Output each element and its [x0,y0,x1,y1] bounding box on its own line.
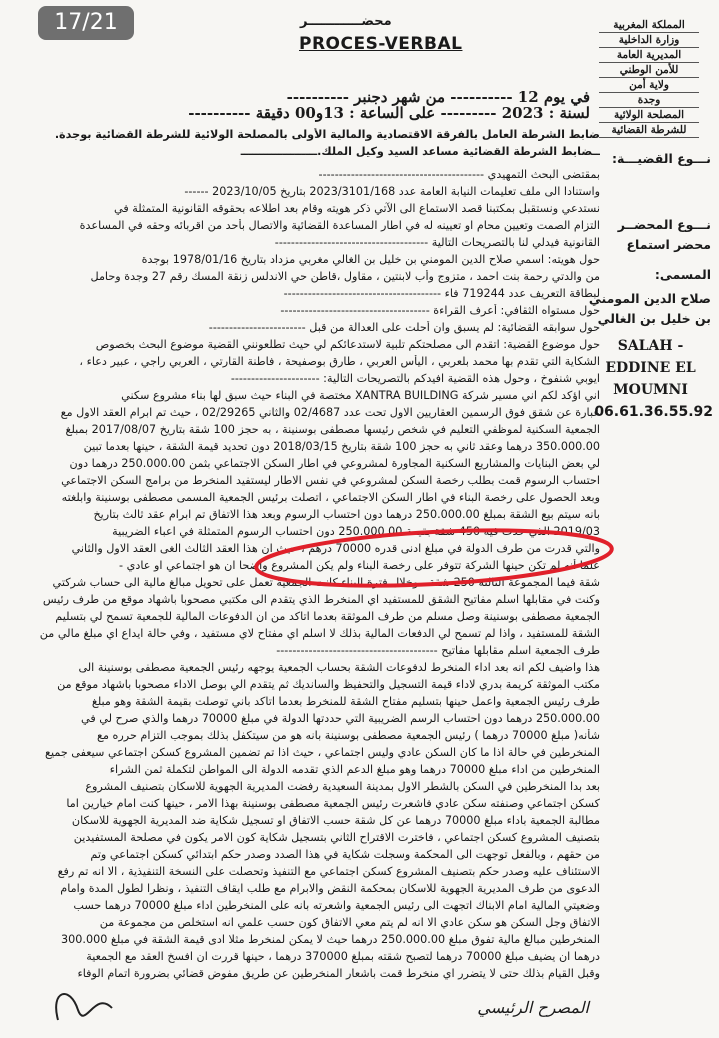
body-line: الجمعية مصطفى بوسنينة وصل مسلم من طرف الموثقة بعدما اتاكد من ان الدفوعات المالية للجمعية تسمح لي بتسليم [55,610,600,623]
body-line: بمقتضى البحث التمهيدي ----------------------------------------- [318,168,600,181]
body-line: والتي قدرت من طرف الدولة في مبلغ ادنى قدره 70000 درهم ، حيث ان هذا العقد الثالث الغى العقد الاول والثاني [71,542,600,555]
body-line: حول هويته: اسمي صلاح الدين المومني بن خليل بن الغالي مغربي مزداد بتاريخ 1978/01/16 بوجدة [141,253,600,266]
title-arabic: محضــــــــــــر [300,14,392,29]
body-line: المنخرطين مبالغ مالية تفوق مبلغ 250.000.00 درهما حيث لا يمكن لمنخرط مثلا ادى قيمة الشقة في مبلغ 300.000 [61,933,600,946]
person-name-ar: صلاح الدين المومني [588,291,711,306]
body-line: بتصنيف المشروع كسكن اجتماعي ، فاخترت الاقتراح الثاني بتسجيل شكاية كون الامر يكون في مصلحة المستفيدين [73,831,600,844]
date-line-day: في يوم 12 ---------- من شهر دجنبر ---------- [286,88,590,106]
body-line: المنخرطين من اداء مبلغ 70000 درهما وهو مبلغ الدعم الذي تقدمه الدولة الى المواطن لتكملة ثمن الشراء [109,763,600,776]
body-line: القانونية فيدلي لنا بالتصريحات التالية -------------------------------------- [274,236,600,249]
body-line: مطالبة الجمعية باداء مبلغ 70000 درهما عن كل شقة حسب الاتفاق او تسجيل شكاية ضد المديرية الجهوية للاسكان [71,814,600,827]
body-line: ايوبي شنفوخ ، وحول هذه القضية افيدكم بالتصريحات التالية: ---------------------- [230,372,600,385]
body-line: الاستئناف عليه وصدر حكم بتصنيف المشروع كسكن اجتماعي مع التنفيذ وتحصلت على النسخة التنفيذية ، الا انه تم رفع [57,865,600,878]
agency-line: وجدة [599,93,699,108]
body-line: حول سوابقه القضائية: لم يسبق وان أحلت على العدالة من قبل ------------------------ [208,321,600,334]
red-circle-annotation [255,523,613,594]
body-line: 350.000.00 درهما وعقد ثاني به حجز 100 شقة بتاريخ 2018/03/15 دون تحديد قيمة الشقة ، حينها بعدما تبين [83,440,600,453]
body-line: 2019/03 الذي حدث فيه 450 شقة بقيمة 250.000.00 دون احتساب الرسوم المتمثلة في اعباء الضريبية [112,525,600,538]
phone-number: 06.61.36.55.92 [594,404,713,420]
person-name-latin-3: MOUMNI [613,382,688,398]
person-name-latin-1: SALAH - [617,338,684,354]
body-line: 250.000.00 درهما دون احتساب الرسم الضريبية التي حددتها الدولة في مبلغ 70000 درهما والذي صرح لي في [81,712,600,725]
declarant-signature: المصرح الرئيسي [477,998,589,1017]
body-line: المنخرطين في حالة اذا ما كان السكن عادي وليس اجتماعي ، حيث اذا تم تضمين المشروع كسكن اجتماعي سيعفى جميع [45,746,600,759]
body-line: من حقهم ، وبالفعل توجهت الى المحكمة وسجلت شكاية في هذا الصدد وصدر حكم ابتدائي كسكن اجتماعي وتم [90,848,600,861]
body-line: علما أنه لم تكن حينها الشركة تتوفر على رخصة البناء ولم يكن المشروع واضحا ان هو اجتماعي او عادي - [119,559,600,572]
body-line: اني اؤكد لكم اني مسير شركة XANTRA BUILDING مختصة في البناء حيث سبق لها بناء مشروع سكني [121,389,600,402]
person-lineage-ar: بن خليل بن الغالي [597,311,711,326]
body-line: وقبل القيام بذلك حتى لا يتضرر اي منخرط قمت باشعار المنخرطين عن طريق مفوض قضائي بضرورة اتمام الوفاء [77,967,600,980]
body-line: الشكاية التي تقدم بها محمد بلعربي ، اليأس العربي ، طارق بوصفيحة ، فاطنة القارتي ، العربي راجي ، عبير دعاء ، [79,355,600,368]
body-line: شقة فيما المجموعة الثالثة 250 شقة ، وخلال فترة البناء كانت الجمعية تعمل على تحويل مبالغ مالية الى حساب شركتي [52,576,600,589]
agency-line: المصلحة الولائية [599,108,699,123]
body-line: وبعد الحصول على رخصة البناء في اطار السكن الاجتماعي ، اتصلت برئيس الجمعية المسمى مصطفى بوسنينة وابلغته [61,491,600,504]
body-line: كسكن اجتماعي وصنفته سكن عادي فاشعرت رئيس الجمعية مصطفى بوسنينة بهذا الامر ، حينها كنت امام خيارين اما [66,797,600,810]
body-line: الاتفاق وجل السكن هو سكن عادي الا انه لم يتم معي الاتفاق كون حسب علمي انه استخلص من مجموعة من [99,916,600,929]
person-name-latin-2: EDDINE EL [605,360,696,376]
agency-line: ولاية أمن [599,78,699,93]
body-line: عبارة عن شقق فوق الرسمين العقاريين الاول تحت عدد 02/4687 والثاني 02/29265 ، حيث تم ابرام العقد الاول مع [60,406,600,419]
body-line: وضعيتي المالية امام الابناك اتجهت الى رئيس الجمعية واشعرته بانه على المنخرطين اداء مبلغ 70000 درهما حسب [73,899,600,912]
date-line-year: لسنة : 2023 --------- على الساعة : 13و00 دقيقة ---------- [188,104,590,122]
body-line: حول مستواه الثقافي: أعرف القراءة ------------------------------------- [280,304,600,317]
title-french: PROCES-VERBAL [299,34,463,54]
body-line: لي بعض البنايات والمشاريع السكنية المجاورة لمشروعي في اطار السكن الاجتماعي بثمن 250.000.00 درهما دون [69,457,600,470]
body-line: وكنت في مقابلها اسلم مفاتيح الشقق للمستفيد اي المنخرط الذي يتقدم الى مكتبي مصحوبا باشهاد موقع من طرف رئيس [42,593,600,606]
body-line: واستنادا الى ملف تعليمات النيابة العامة عدد 2023/3101/168 بتاريخ 2023/10/05 ------ [184,185,600,198]
body-line: شأنه( مبلغ 70000 درهما ) رئيس الجمعية مصطفى بوسنينة بانه هو من سيتكفل بذلك بموجب التزام حرره مع [97,729,600,742]
named-label: المسمى: [654,267,711,282]
case-type-label: نـــوع القضيـــة: [611,151,711,166]
agency-line: المديرية العامة [599,48,699,63]
body-line: حول موضوع القضية: اتقدم الى مصلحتكم تلبية لاستدعائكم لي حيث تطلعونني القضية موضوع البحث بخصوص [95,338,600,351]
body-line: مكتب الموثقة كريمة بدري لاداء قيمة التسجيل والتحفيظ والسانديك ثم يتقدم الي بوصل الاداء مصحوبا باشهاد موقع من [57,678,600,691]
body-line: ضابط الشرطة العامل بالفرقة الاقتصادية والمالية الأولى بالمصلحة الولائية للشرطة القضائية بوجدة. [54,128,600,141]
body-line: بعد بدا المنخرطين في السكن بالشطر الاول بمدينة السعيدية رفضت المديرية الجهوية للاسكان بتصنيف المشروع [85,780,600,793]
body-line: لبطاقة التعريف عدد 719244 فاء --------------------------------------- [283,287,600,300]
agency-line: وزارة الداخلية [599,33,699,48]
body-line: احتساب الرسوم قمت بطلب رخصة السكن لمشروعي في نفس الاطار ليستفيد المنخرط من برامج السكن الاجتماعي [61,474,600,487]
body-line: هذا واضيف لكم انه بعد اداء المنخرط لدفوعات الشقة بحساب الجمعية يوجهه رئيس الجمعية مصطفى بوسنينة الى [78,661,600,674]
body-line: الجمعية السكنية لموظفي التعليم في شخص رئيسها مصطفى بوسنينة ، به حجز 100 شقة بتاريخ 2017/08/07 بمبلغ [65,423,600,436]
body-line: نستدعي ونستقبل بمكتبنا قصد الاستماع الى الآتي ذكر هويته وقام بعد اطلاعه بحقوقه القانونية المتمثلة في [114,202,600,215]
agency-line: للشرطة القضائية [599,123,699,138]
body-line: طرف الجمعية اسلم مقابلها مفاتيح ---------------------------------------- [276,644,600,657]
body-line: من والدتي رحمة بنت احمد ، متزوج وأب لابنتين ، مقاول ،قاطن حي الاندلس زنقة المسك رقم 27 وجدة وحامل [90,270,600,283]
body-line: ــضابط الشرطة القضائية مساعد السيد وكيل الملك.ــــــــــــــــــــ [240,145,600,158]
body-line: درهما ان يضيف مبلغ 70000 درهما لتصبح شقته بمبلغ 370000 درهما ، حينها قررت ان افسخ العقد مع الجمعية [86,950,600,963]
left-signature [56,994,112,1020]
page-counter-badge: 17/21 [38,6,134,40]
agency-line: للأمن الوطني [599,63,699,78]
body-line: بانه سيتم بيع الشقة بمبلغ 250.000.00 درهما دون احتساب الرسوم وبعد هذا الاتفاق تم ابرام عقد ثالث بتاريخ [93,508,600,521]
body-line: الشقة للمستفيد ، واذا لم تسمح لي الدفعات المالية بذلك لا اسلم اي مفتاح لاي مستفيد ، وفي حالة ايداع اي مبلغ مالي من [40,627,600,640]
body-line: التزام الصمت وتعيين محام او تعيينه له في اطار المساعدة القضائية والاتصال بأحد من اقربائه وحقه في المساعدة [79,219,600,232]
agency-line: المملكة المغربية [599,18,699,33]
body-line: الدعوى من طرف المديرية الجهوية للاسكان بمحكمة النقض والابرام مع طلب ايقاف التنفيذ ، ونظرا لطول المدة وامام [60,882,600,895]
body-line: طرف رئيس الجمعية واعمل حينها بتسليم مفتاح الشقة للمنخرط بعدما اتاكد باني توصلت بقيمة الشقة وهو مبلغ [91,695,600,708]
report-type-value: محضر استماع [626,237,711,252]
report-type-label: نـــوع المحضــر [617,217,711,232]
